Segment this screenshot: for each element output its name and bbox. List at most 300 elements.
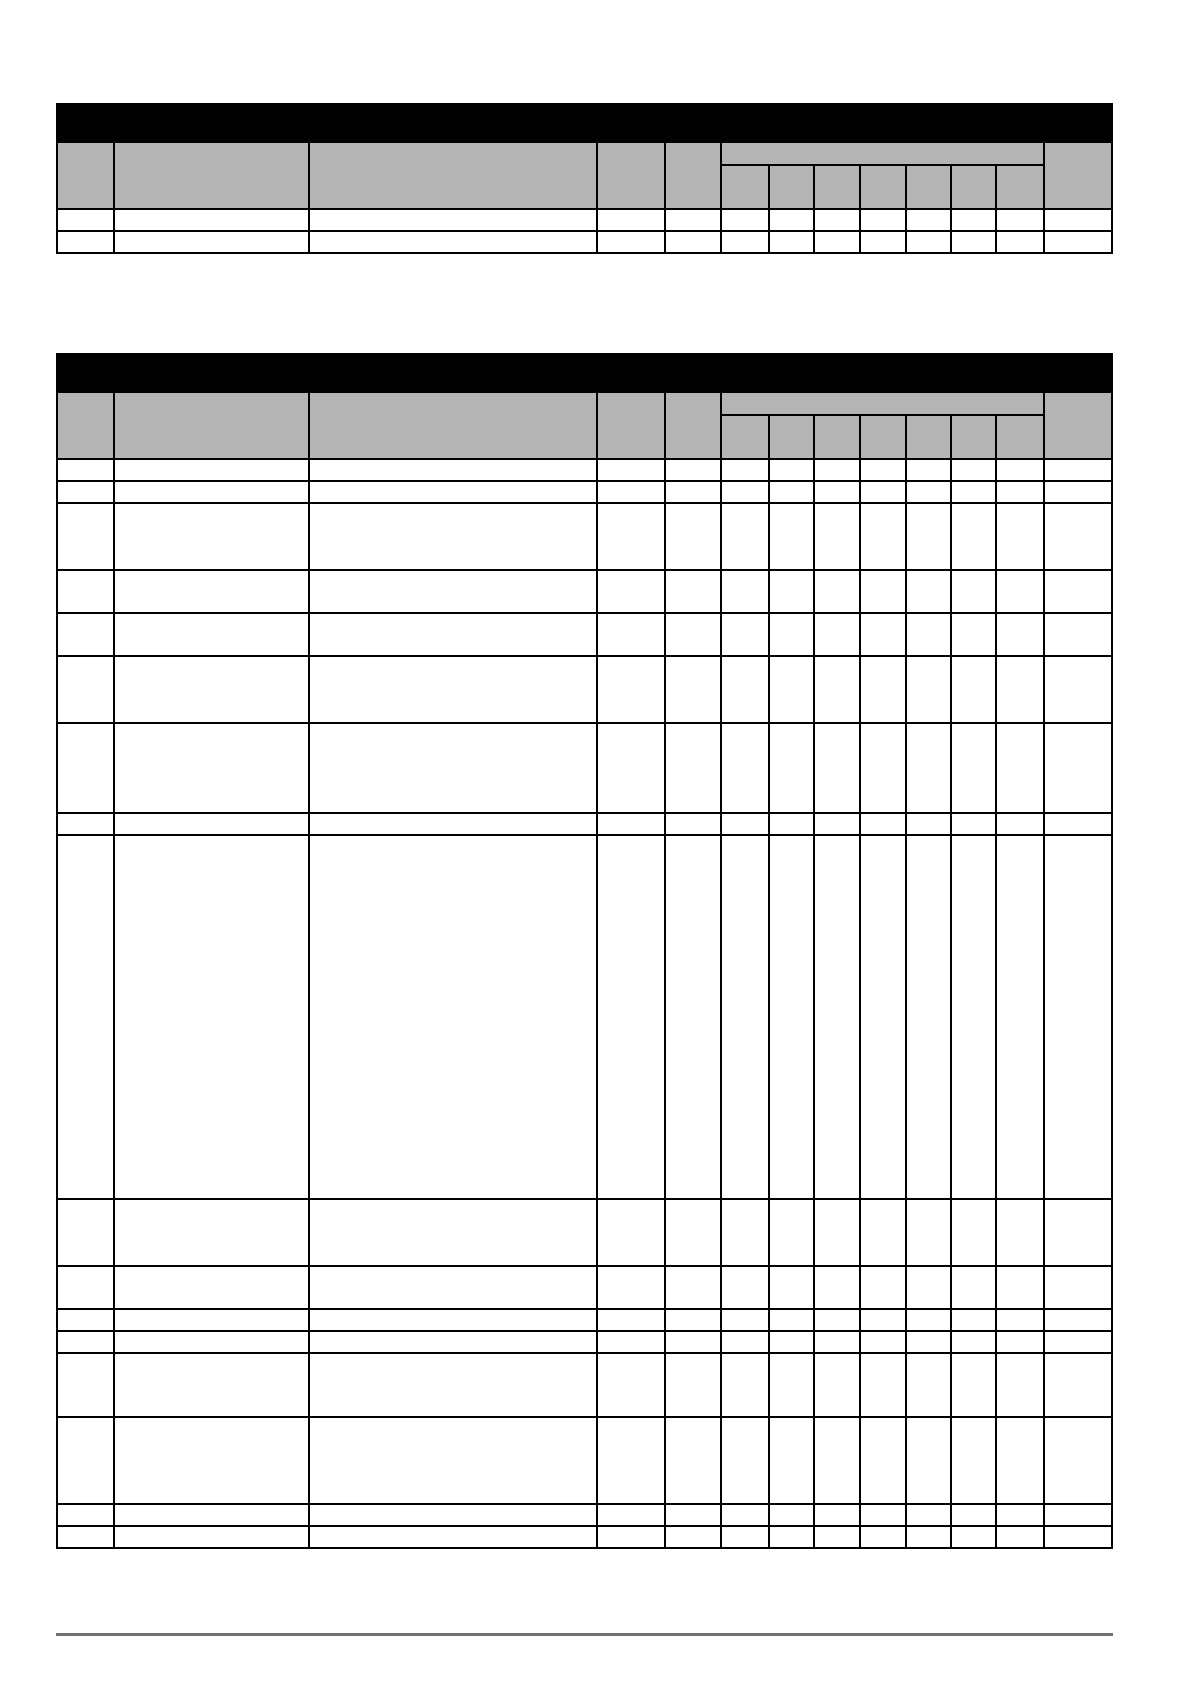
table-cell — [57, 656, 114, 723]
table-cell — [769, 1353, 814, 1417]
table-row — [57, 209, 1112, 231]
table-cell — [814, 503, 860, 570]
table-cell — [309, 1504, 597, 1526]
table-cell — [57, 481, 114, 503]
table-2-title-banner — [56, 353, 1113, 391]
table-cell — [814, 481, 860, 503]
table-cell — [721, 1417, 768, 1504]
table-cell — [860, 209, 906, 231]
table-cell — [1044, 813, 1112, 835]
table-cell — [814, 1353, 860, 1417]
table-cell — [906, 813, 951, 835]
table-1-subheader-cell — [814, 165, 860, 209]
table-1-title-banner — [56, 103, 1113, 141]
table-cell — [769, 1417, 814, 1504]
table-row — [57, 813, 1112, 835]
table-cell — [721, 813, 768, 835]
table-cell — [114, 209, 309, 231]
table-cell — [597, 723, 665, 813]
table-cell — [309, 1331, 597, 1353]
table-cell — [665, 656, 721, 723]
table-cell — [951, 656, 996, 723]
table-cell — [597, 481, 665, 503]
table-cell — [721, 723, 768, 813]
table-cell — [814, 459, 860, 481]
table-1-header-cell — [57, 142, 114, 209]
table-cell — [996, 1331, 1043, 1353]
table-cell — [665, 1417, 721, 1504]
table-2-header-cell — [57, 392, 114, 459]
table-cell — [665, 459, 721, 481]
table-cell — [951, 459, 996, 481]
table-cell — [665, 231, 721, 253]
table-cell — [597, 570, 665, 613]
table-cell — [906, 1266, 951, 1309]
table-cell — [597, 1266, 665, 1309]
table-cell — [57, 231, 114, 253]
table-row — [57, 1417, 1112, 1504]
table-cell — [309, 835, 597, 1199]
table-cell — [114, 1353, 309, 1417]
table-cell — [1044, 656, 1112, 723]
table-2-group-header — [721, 392, 1043, 415]
table-row — [57, 231, 1112, 253]
table-cell — [951, 613, 996, 656]
table-cell — [721, 835, 768, 1199]
table-cell — [860, 1417, 906, 1504]
table-1-header — [57, 142, 1112, 209]
table-cell — [996, 656, 1043, 723]
table-cell — [814, 656, 860, 723]
table-cell — [951, 1309, 996, 1331]
table-cell — [57, 723, 114, 813]
table-section-1 — [56, 103, 1113, 254]
table-cell — [114, 570, 309, 613]
table-cell — [1044, 209, 1112, 231]
table-2-header-cell — [597, 392, 665, 459]
table-1-header-cell — [1044, 142, 1112, 209]
table-cell — [951, 481, 996, 503]
table-cell — [769, 723, 814, 813]
table-cell — [597, 1526, 665, 1548]
table-cell — [114, 1266, 309, 1309]
table-cell — [721, 1199, 768, 1266]
table-cell — [665, 723, 721, 813]
table-cell — [1044, 1526, 1112, 1548]
table-cell — [814, 813, 860, 835]
table-cell — [665, 1266, 721, 1309]
table-cell — [814, 209, 860, 231]
table-cell — [951, 209, 996, 231]
table-cell — [597, 835, 665, 1199]
table-row — [57, 1199, 1112, 1266]
table-cell — [906, 1504, 951, 1526]
table-cell — [665, 613, 721, 656]
table-cell — [860, 1353, 906, 1417]
table-2-subheader-cell — [951, 415, 996, 459]
table-1 — [56, 141, 1113, 254]
table-cell — [721, 656, 768, 723]
table-cell — [309, 1309, 597, 1331]
table-cell — [951, 1266, 996, 1309]
table-cell — [721, 481, 768, 503]
table-1-header-cell — [597, 142, 665, 209]
table-cell — [309, 1199, 597, 1266]
table-cell — [597, 1199, 665, 1266]
table-cell — [57, 613, 114, 656]
table-cell — [814, 1504, 860, 1526]
table-cell — [860, 1199, 906, 1266]
table-cell — [309, 481, 597, 503]
table-cell — [597, 613, 665, 656]
table-cell — [860, 835, 906, 1199]
table-cell — [57, 1331, 114, 1353]
table-cell — [114, 1199, 309, 1266]
table-cell — [114, 1417, 309, 1504]
table-cell — [860, 481, 906, 503]
table-cell — [769, 231, 814, 253]
table-row — [57, 481, 1112, 503]
table-cell — [814, 570, 860, 613]
table-1-subheader-cell — [996, 165, 1043, 209]
table-row — [57, 613, 1112, 656]
table-cell — [57, 835, 114, 1199]
table-cell — [951, 813, 996, 835]
table-cell — [951, 1504, 996, 1526]
table-cell — [996, 813, 1043, 835]
table-cell — [1044, 231, 1112, 253]
table-cell — [1044, 1199, 1112, 1266]
table-cell — [597, 1417, 665, 1504]
table-cell — [309, 209, 597, 231]
table-cell — [57, 1417, 114, 1504]
table-1-header-cell — [114, 142, 309, 209]
table-cell — [951, 231, 996, 253]
table-cell — [665, 813, 721, 835]
table-cell — [906, 613, 951, 656]
table-cell — [860, 656, 906, 723]
table-cell — [860, 503, 906, 570]
table-cell — [309, 1266, 597, 1309]
table-cell — [814, 1331, 860, 1353]
table-cell — [769, 209, 814, 231]
table-cell — [769, 656, 814, 723]
table-cell — [721, 1504, 768, 1526]
table-cell — [996, 570, 1043, 613]
table-cell — [597, 656, 665, 723]
table-row — [57, 570, 1112, 613]
table-cell — [951, 1331, 996, 1353]
table-cell — [309, 813, 597, 835]
table-cell — [1044, 613, 1112, 656]
table-cell — [860, 1526, 906, 1548]
table-cell — [860, 813, 906, 835]
table-cell — [769, 1331, 814, 1353]
table-cell — [721, 503, 768, 570]
table-cell — [769, 481, 814, 503]
table-cell — [814, 1417, 860, 1504]
table-cell — [57, 1309, 114, 1331]
table-cell — [597, 503, 665, 570]
table-2-body — [57, 459, 1112, 1548]
table-cell — [721, 1309, 768, 1331]
table-cell — [597, 231, 665, 253]
table-cell — [1044, 1504, 1112, 1526]
table-row — [57, 656, 1112, 723]
table-cell — [951, 1353, 996, 1417]
table-cell — [996, 723, 1043, 813]
table-2-header-cell — [114, 392, 309, 459]
table-row — [57, 503, 1112, 570]
table-cell — [951, 570, 996, 613]
table-cell — [114, 1526, 309, 1548]
table-cell — [721, 209, 768, 231]
table-cell — [951, 835, 996, 1199]
table-2-subheader-cell — [906, 415, 951, 459]
table-cell — [860, 613, 906, 656]
table-cell — [1044, 570, 1112, 613]
table-cell — [597, 1331, 665, 1353]
table-cell — [665, 1309, 721, 1331]
table-cell — [769, 570, 814, 613]
table-cell — [906, 209, 951, 231]
table-cell — [309, 1526, 597, 1548]
table-cell — [114, 613, 309, 656]
table-cell — [309, 1353, 597, 1417]
table-cell — [906, 231, 951, 253]
table-cell — [57, 209, 114, 231]
table-cell — [951, 1526, 996, 1548]
table-cell — [996, 481, 1043, 503]
table-1-group-header — [721, 142, 1043, 165]
table-cell — [721, 613, 768, 656]
table-cell — [665, 835, 721, 1199]
table-cell — [57, 1199, 114, 1266]
table-cell — [996, 1309, 1043, 1331]
table-cell — [951, 1417, 996, 1504]
table-cell — [769, 1266, 814, 1309]
table-cell — [906, 481, 951, 503]
table-cell — [309, 1417, 597, 1504]
table-row — [57, 835, 1112, 1199]
table-cell — [665, 209, 721, 231]
table-cell — [906, 1526, 951, 1548]
table-cell — [996, 1526, 1043, 1548]
table-cell — [769, 613, 814, 656]
table-cell — [860, 1331, 906, 1353]
table-cell — [1044, 1353, 1112, 1417]
table-cell — [665, 1526, 721, 1548]
table-cell — [1044, 481, 1112, 503]
table-cell — [309, 503, 597, 570]
table-cell — [906, 1331, 951, 1353]
table-cell — [721, 231, 768, 253]
table-cell — [309, 656, 597, 723]
table-cell — [114, 481, 309, 503]
table-2-header-cell — [1044, 392, 1112, 459]
table-row — [57, 1353, 1112, 1417]
table-cell — [597, 1504, 665, 1526]
table-cell — [114, 813, 309, 835]
table-cell — [309, 570, 597, 613]
table-cell — [114, 503, 309, 570]
table-cell — [860, 1266, 906, 1309]
table-1-header-cell — [309, 142, 597, 209]
table-cell — [57, 1266, 114, 1309]
table-cell — [57, 503, 114, 570]
table-cell — [597, 1309, 665, 1331]
table-cell — [665, 1504, 721, 1526]
table-cell — [769, 1526, 814, 1548]
table-cell — [665, 1331, 721, 1353]
table-cell — [721, 1353, 768, 1417]
table-cell — [665, 503, 721, 570]
table-cell — [996, 613, 1043, 656]
table-2-subheader-cell — [996, 415, 1043, 459]
table-cell — [665, 1199, 721, 1266]
table-cell — [814, 231, 860, 253]
table-cell — [57, 1526, 114, 1548]
table-cell — [1044, 459, 1112, 481]
table-1-subheader-cell — [721, 165, 768, 209]
table-cell — [57, 570, 114, 613]
table-cell — [906, 459, 951, 481]
table-cell — [721, 459, 768, 481]
table-cell — [665, 570, 721, 613]
table-cell — [906, 1309, 951, 1331]
table-row — [57, 1331, 1112, 1353]
table-cell — [1044, 835, 1112, 1199]
table-2-header — [57, 392, 1112, 459]
table-cell — [597, 459, 665, 481]
table-cell — [814, 835, 860, 1199]
table-cell — [1044, 1331, 1112, 1353]
table-cell — [309, 723, 597, 813]
table-cell — [814, 1266, 860, 1309]
table-cell — [1044, 1309, 1112, 1331]
table-cell — [996, 1417, 1043, 1504]
table-cell — [769, 459, 814, 481]
table-cell — [309, 231, 597, 253]
table-cell — [906, 835, 951, 1199]
table-cell — [996, 1504, 1043, 1526]
table-cell — [721, 570, 768, 613]
table-cell — [951, 1199, 996, 1266]
table-cell — [996, 231, 1043, 253]
table-cell — [1044, 723, 1112, 813]
table-cell — [860, 1309, 906, 1331]
table-cell — [114, 1309, 309, 1331]
table-cell — [860, 1504, 906, 1526]
table-cell — [860, 231, 906, 253]
table-cell — [769, 1199, 814, 1266]
table-cell — [769, 1504, 814, 1526]
table-cell — [114, 231, 309, 253]
table-cell — [57, 459, 114, 481]
table-cell — [906, 570, 951, 613]
table-1-subheader-cell — [951, 165, 996, 209]
table-cell — [906, 1417, 951, 1504]
table-2-header-cell — [665, 392, 721, 459]
table-cell — [814, 1309, 860, 1331]
table-cell — [814, 1526, 860, 1548]
table-cell — [721, 1266, 768, 1309]
table-cell — [114, 723, 309, 813]
table-row — [57, 1504, 1112, 1526]
table-cell — [665, 481, 721, 503]
table-2-subheader-cell — [814, 415, 860, 459]
table-cell — [996, 503, 1043, 570]
table-cell — [1044, 503, 1112, 570]
table-1-body — [57, 209, 1112, 253]
table-cell — [665, 1353, 721, 1417]
table-cell — [57, 1504, 114, 1526]
footer-rule — [56, 1633, 1113, 1636]
table-cell — [906, 1353, 951, 1417]
table-cell — [996, 1199, 1043, 1266]
table-1-subheader-cell — [769, 165, 814, 209]
table-cell — [906, 1199, 951, 1266]
table-cell — [906, 723, 951, 813]
table-cell — [769, 813, 814, 835]
table-cell — [814, 613, 860, 656]
table-cell — [860, 723, 906, 813]
table-cell — [906, 503, 951, 570]
table-cell — [996, 209, 1043, 231]
table-1-subheader-cell — [906, 165, 951, 209]
table-2-header-cell — [309, 392, 597, 459]
table-1-header-cell — [665, 142, 721, 209]
table-cell — [996, 1353, 1043, 1417]
table-cell — [769, 835, 814, 1199]
table-cell — [114, 459, 309, 481]
table-2-subheader-cell — [769, 415, 814, 459]
table-row — [57, 1266, 1112, 1309]
table-section-2 — [56, 353, 1113, 1549]
table-cell — [597, 1353, 665, 1417]
table-cell — [860, 570, 906, 613]
table-cell — [114, 835, 309, 1199]
table-1-subheader-cell — [860, 165, 906, 209]
table-cell — [951, 503, 996, 570]
table-cell — [721, 1331, 768, 1353]
table-row — [57, 459, 1112, 481]
table-row — [57, 1309, 1112, 1331]
table-cell — [769, 503, 814, 570]
table-cell — [814, 1199, 860, 1266]
table-cell — [996, 1266, 1043, 1309]
table-cell — [57, 1353, 114, 1417]
table-row — [57, 1526, 1112, 1548]
table-cell — [906, 656, 951, 723]
table-2-subheader-cell — [721, 415, 768, 459]
table-cell — [1044, 1417, 1112, 1504]
table-cell — [721, 1526, 768, 1548]
table-cell — [114, 1504, 309, 1526]
table-cell — [309, 613, 597, 656]
table-cell — [814, 723, 860, 813]
table-cell — [114, 656, 309, 723]
table-row — [57, 723, 1112, 813]
table-cell — [996, 835, 1043, 1199]
table-cell — [309, 459, 597, 481]
table-cell — [57, 813, 114, 835]
table-cell — [951, 723, 996, 813]
table-2 — [56, 391, 1113, 1549]
table-cell — [1044, 1266, 1112, 1309]
table-cell — [114, 1331, 309, 1353]
table-cell — [860, 459, 906, 481]
